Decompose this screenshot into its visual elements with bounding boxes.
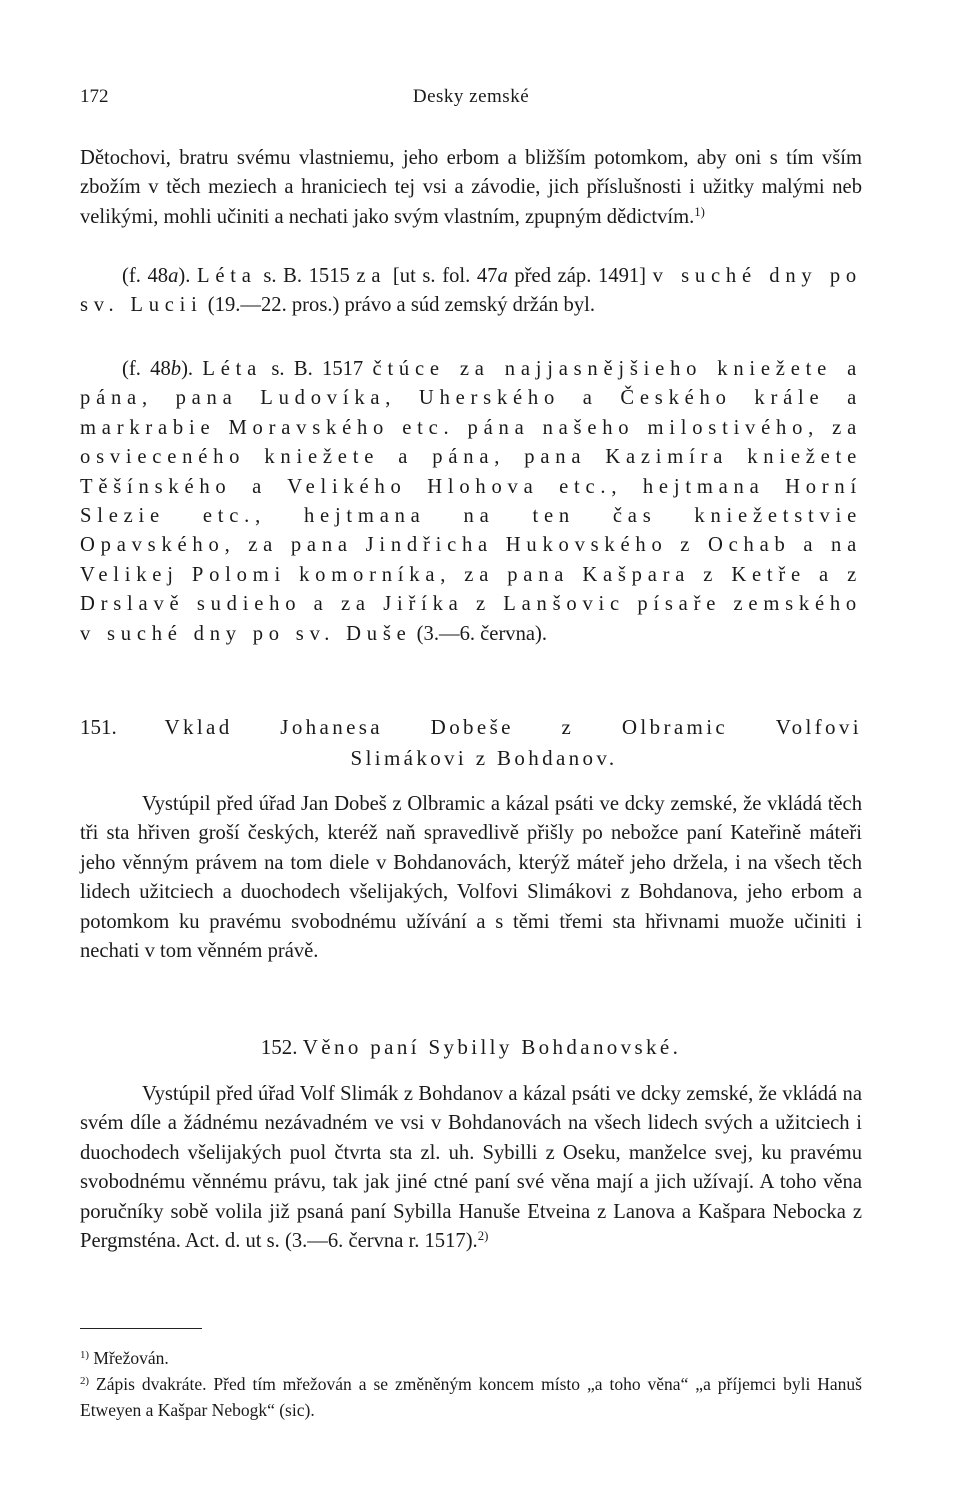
entry-151-title-line [80,712,862,743]
entry-151-text [80,790,862,966]
entry-151-title-line-2: Slimákovi z Bohdanov. [350,746,618,770]
title-word: Olbramic [621,715,729,739]
page-number: 172 [80,86,109,107]
note-text: (3.—6. června). [411,622,548,645]
leta-word: Léta [197,265,257,287]
footnote-2 [80,1371,862,1423]
entry-151-paragraph: Vystúpil před úřad Jan Dobeš z Olbramic a kázal psáti ve dcky zemské, že vkládá těch tři sta hřiven groší českých, kteréž naň spravedlivě přišly po nebožce paní Kateřině máteři jeho věnným právem na tom diele v Bohdanovách, kterýž máteř jeho držela, i na všech těch lidech užitciech a duochodech všelijakých, Volfovi Slimákovi z Bohdanova, jeho erbom a potomkom ku pravému svobodnému užívání a s těmi třemi sta hřivnami muože učiniti i nechati v tom věnném právě. [80,793,862,963]
continuation-text: Dětochovi, bratru svému vlastniemu, jeho erbom a bližším potomkom, aby oni s tím vším zbožím v těch meziech a hraniciech tej vsi a závodie, jich příslušnosti i užitky malými neb velikými, mohli učiniti a nechati jako svým vlastním, zpupným dědictvím. [80,147,862,228]
title-word: z [561,715,575,739]
spaced-date: v suché dny po sv. Lucii [80,265,862,317]
entry-number: 152. [260,1035,298,1059]
za-word: za [356,265,387,287]
entry-number: 151. [80,715,117,739]
folio-open: (f. 48 [122,358,171,380]
session-note-b [80,355,862,649]
note-text: s. B. 1517 [262,358,373,380]
running-header [80,86,862,114]
footnote-marker: 1) [80,1349,90,1362]
folio-side: b [170,358,182,380]
entry-152-heading [80,1035,862,1060]
footnote-ref-1: 1) [694,204,705,219]
leta-word: Léta [202,358,263,380]
folio-close: ). [181,358,203,380]
entry-152-text [80,1080,862,1256]
footnote-text: Mřežován. [89,1348,169,1368]
folio-side: a [497,265,508,287]
note-text: s. B. 1515 [256,265,357,287]
note-text: (19.—22. pros.) právo a súd zemský držán byl. [202,294,595,317]
title-word: Volfovi [775,715,862,739]
footnotes [80,1345,862,1423]
note-text: [ut s. fol. 47 [386,265,498,287]
folio-side: a [168,265,179,287]
title-word: Vklad [164,715,233,739]
title-word: Dobeše [430,715,514,739]
running-title: Desky zemské [412,86,530,107]
footnote-ref-2: 2) [477,1229,489,1244]
folio-open: (f. 48 [122,265,169,287]
footnote-1 [80,1345,862,1371]
entry-151-heading [80,712,862,774]
continuation-paragraph [80,144,862,232]
folio-close: ). [178,265,198,287]
title-word: Johanesa [280,715,383,739]
footnote-marker: 2) [80,1375,90,1388]
session-note-a [80,262,862,321]
footnote-text: Zápis dvakráte. Před tím mřežován a se změněným koncem místo „a toho věna“ „a příjemci byli Hanuš Etweyen a Kašpar Nebogk“ (sic). [80,1374,862,1420]
entry-152-paragraph: Vystúpil před úřad Volf Slimák z Bohdanov a kázal psáti ve dcky zemské, že vkládá na svém díle a žádnému nezávadném ve vsi v Bohdanovách na všech lidech svých a užitciech i duochodech všelijakých puol čtvrta sta zl. uh. Sybilli z Oseku, manželce svej, ku pravému svobodnému věnnému právu, tak jak jiné ctné paní své věna mají a jich užívají. A toho věna poručníky sobě volila již psaná paní Sybilla Hanuše Etveina z Lanova a Kašpara Nebocka z Pergmsténa. Act. d. ut s. (3.—6. června r. 1517). [80,1083,862,1253]
entry-152-title: Věno paní Sybilly Bohdanovské. [302,1035,682,1059]
note-text: před záp. 1491] [507,265,653,287]
spaced-officials: čtúce za najjasnějšieho kniežete a pána, pana Ludovíka, Uherského a Českého krále a markrabie Moravského etc. pána našeho milostivého, za osvieceného kniežete a pána, pana Kazimíra kniežete Těšínského a Velikého Hlohova etc., hejtmana Horní Slezie etc., hejtmana na ten čas kniežetstvie Opavského, za pana Jindřicha Hukovského z Ochab a na Velikej Polomi komorníka, za pana Kašpara z Ketře a z Drslavě sudieho a za Jiříka z Lanšovic písaře zemského v suché dny po sv. Duše [80,358,862,645]
footnote-rule [80,1328,202,1329]
